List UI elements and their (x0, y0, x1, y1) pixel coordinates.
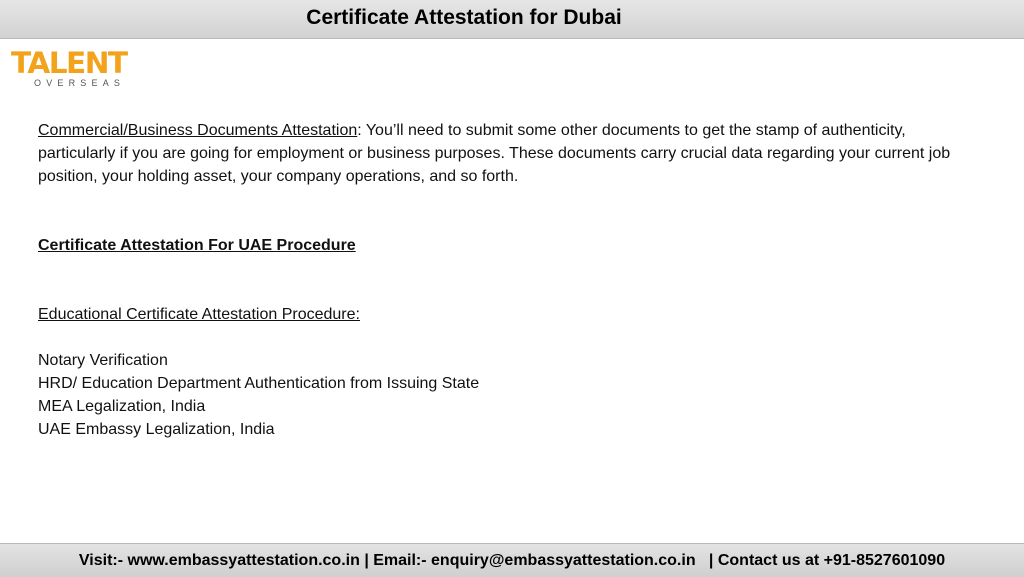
procedure-step: MEA Legalization, India (38, 398, 206, 415)
svg-text:OVERSEAS: OVERSEAS (34, 78, 126, 88)
procedure-step: HRD/ Education Department Authentication from Issuing State (38, 375, 480, 392)
page-title: Certificate Attestation for Dubai (306, 6, 622, 29)
commercial-documents-link: Commercial/Business Documents Attestation (38, 122, 358, 139)
procedure-steps-list (38, 349, 968, 441)
main-content (38, 119, 968, 441)
header-bar (0, 0, 1024, 39)
svg-text:TALENT: TALENT (11, 46, 127, 80)
procedure-step: Notary Verification (38, 352, 168, 369)
sub-heading: Educational Certificate Attestation Procedure: (38, 306, 360, 323)
section-heading: Certificate Attestation For UAE Procedure (38, 237, 356, 254)
procedure-step: UAE Embassy Legalization, India (38, 421, 275, 438)
commercial-documents-text: : You’ll need to submit some other documents to get the stamp of authenticity, particularly if you are going for employment or business purposes. These documents carry crucial data regarding your current job position, your holding asset, your company operations, and so forth. (38, 122, 951, 185)
commercial-documents-paragraph (38, 119, 968, 188)
footer-contact-text: Visit:- www.embassyattestation.co.in | Email:- enquiry@embassyattestation.co.in | Contact us at +91-8527601090 (78, 552, 946, 569)
talent-overseas-logo (10, 46, 132, 90)
footer-bar (0, 543, 1024, 577)
